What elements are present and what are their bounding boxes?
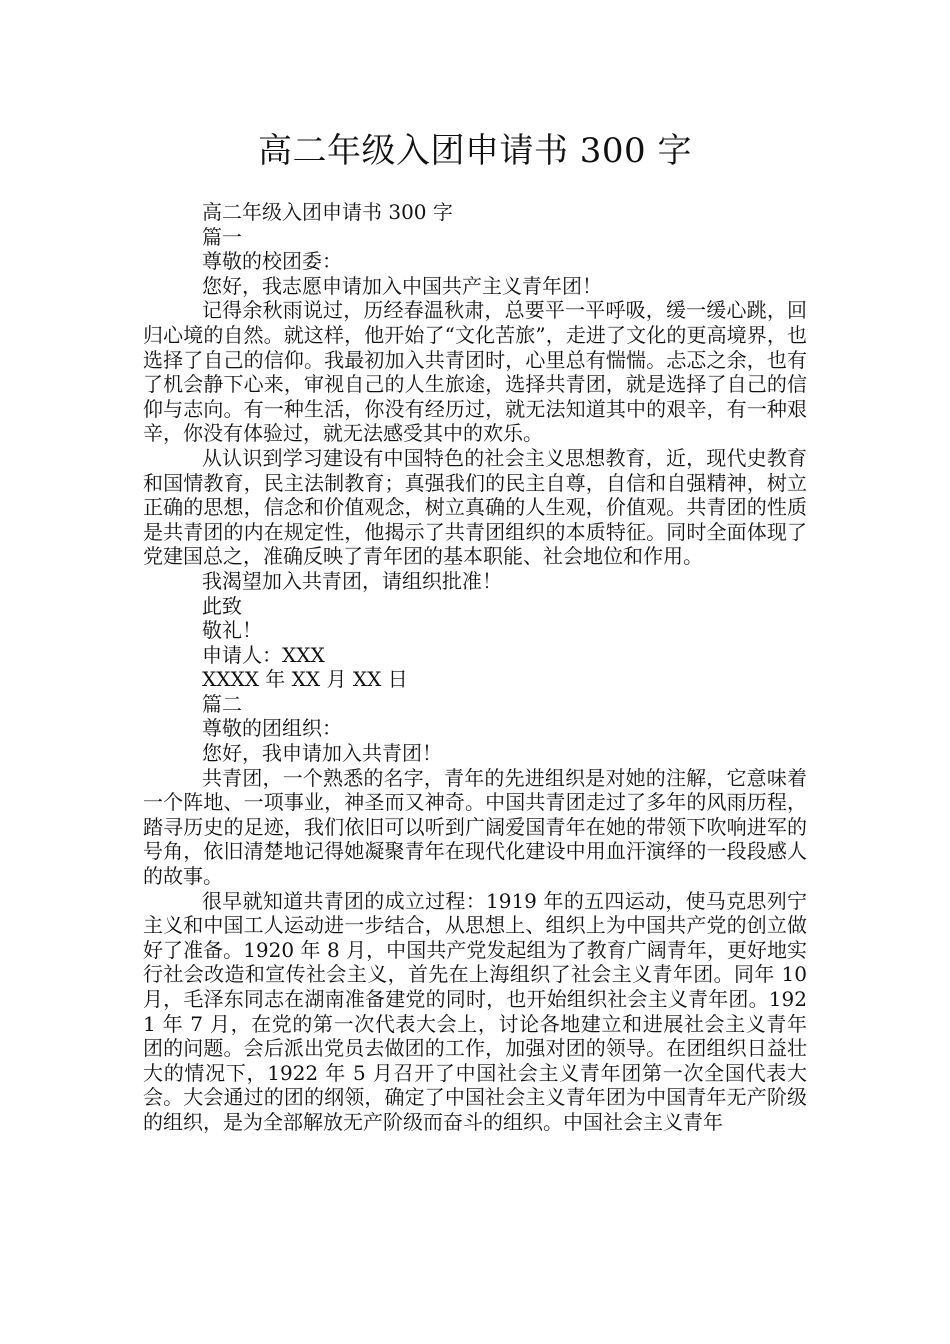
closing-salute: 敬礼！ [202,618,262,643]
section-heading-2: 篇二 [202,691,242,716]
document-title: 高二年级入团申请书 300 字 [257,131,692,171]
greeting-2: 您好，我申请加入共青团！ [202,741,442,766]
salutation-1: 尊敬的校团委： [202,249,342,274]
section-heading-1: 篇一 [202,224,242,249]
date-line: XXXX 年 XX 月 XX 日 [202,667,408,692]
document-body [143,200,807,1135]
body-paragraph: 共青团，一个熟悉的名字，青年的先进组织是对她的注解，它意味着一个阵地、一项事业，神圣而又神奇。中国共青团走过了多年的风雨历程，踏寻历史的足迹，我们依旧可以听到广阔爱国青年在她的带领下吹响进军的号角，依旧清楚地记得她凝聚青年在现代化建设中用血汗演绎的一段段感人的故事。 [143,765,807,889]
body-paragraph: 从认识到学习建设有中国特色的社会主义思想教育，近，现代史教育和国情教育，民主法制教育；真强我们的民主自尊，自信和自强精神，树立正确的思想，信念和价值观念，树立真确的人生观，价值观。共青团的性质是共青团的内在规定性，他揭示了共青团组织的本质特征。同时全面体现了党建国总之，准确反映了青年团的基本职能、社会地位和作用。 [143,445,807,569]
subtitle-line: 高二年级入团申请书 300 字 [202,200,453,224]
request-line: 我渴望加入共青团，请组织批准！ [202,568,502,593]
greeting-1: 您好，我志愿申请加入中国共产主义青年团！ [202,273,602,298]
salutation-2: 尊敬的团组织： [202,716,342,741]
applicant-line: 申请人：XXX [202,642,325,667]
closing-line: 此致 [202,593,242,618]
body-paragraph: 记得余秋雨说过，历经春温秋肃，总要平一平呼吸，缓一缓心跳，回归心境的自然。就这样，他开始了“文化苦旅”，走进了文化的更高境界，也选择了自己的信仰。我最初加入共青团时，心里总有惴惴。忐忑之余，也有了机会静下心来，审视自己的人生旅途，选择共青团，就是选择了自己的信仰与志向。有一种生活，你没有经历过，就无法知道其中的艰辛，有一种艰辛，你没有体验过，就无法感受其中的欢乐。 [143,298,807,446]
body-paragraph: 很早就知道共青团的成立过程：1919 年的五四运动，使马克思列宁主义和中国工人运动进一步结合，从思想上、组织上为中国共产党的创立做好了准备。1920 年 8 月，中国共产党发起组为了教育广阔青年，更好地实行社会改造和宣传社会主义，首先在上海组织了社会主义青年团。同年 10 月，毛泽东同志在湖南准备建党的同时，也开始组织社会主义青年团。1921 年 7 月，在党的第一次代表大会上，讨论各地建立和进展社会主义青年团的问题。会后派出党员去做团的工作，加强对团的领导。在团组织日益壮大的情况下，1922 年 5 月召开了中国社会主义青年团第一次全国代表大会。大会通过的团的纲领，确定了中国社会主义青年团为中国青年无产阶级的组织，是为全部解放无产阶级而奋斗的组织。中国社会主义青年 [143,888,807,1134]
